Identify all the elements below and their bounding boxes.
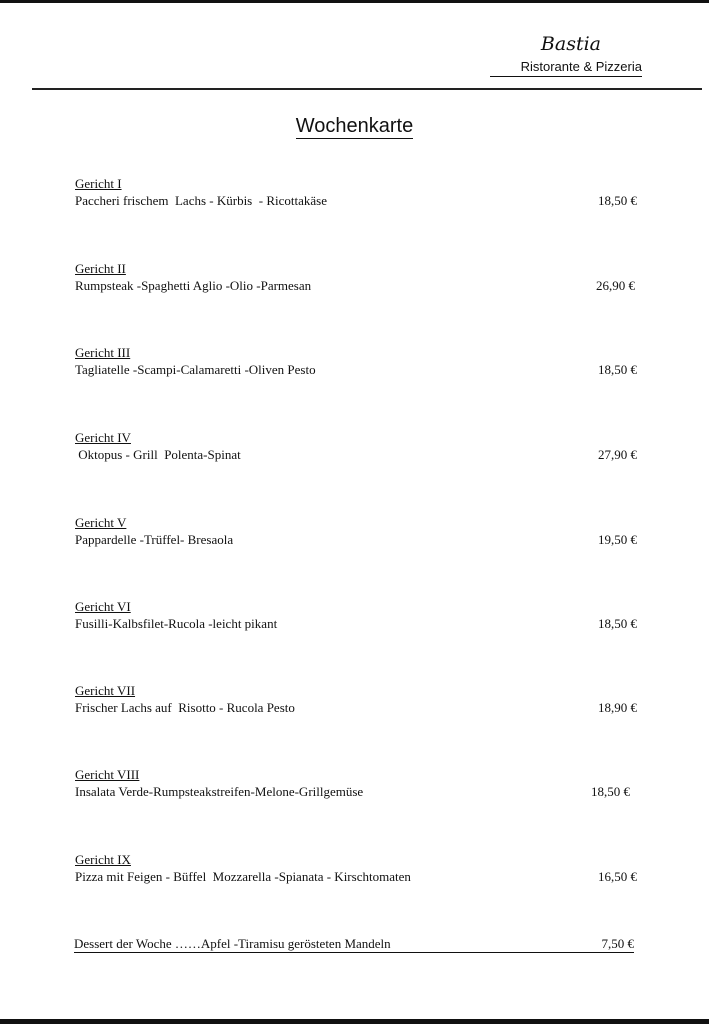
menu-item-description: Insalata Verde-Rumpsteakstreifen-Melone-Grillgemüse <box>75 784 364 799</box>
dessert-description: Dessert der Woche ……Apfel -Tiramisu gerösteten Mandeln <box>74 936 391 951</box>
menu-item-price: 19,50 € <box>598 532 637 547</box>
header-divider <box>32 88 702 90</box>
menu-item-label: Gericht V <box>75 515 127 530</box>
menu-item-price: 26,90 € <box>596 278 635 293</box>
menu-item-description: Tagliatelle -Scampi-Calamaretti -Oliven Pesto <box>75 362 316 377</box>
menu-item-label: Gericht VI <box>75 599 131 614</box>
page-title: Wochenkarte <box>295 115 414 137</box>
dessert-price: 7,50 € <box>601 936 634 951</box>
menu-item-description: Oktopus - Grill Polenta-Spinat <box>75 447 241 462</box>
menu-item-price: 18,90 € <box>598 700 637 715</box>
menu-item-price: 18,50 € <box>591 784 630 799</box>
menu-item-label: Gericht VII <box>75 683 136 698</box>
menu-item-description: Paccheri frischem Lachs - Kürbis - Ricottakäse <box>75 193 327 208</box>
menu-item-price: 18,50 € <box>598 616 637 631</box>
menu-item-description: Pappardelle -Trüffel- Bresaola <box>75 532 234 547</box>
menu-item <box>75 767 645 800</box>
menu-item-price: 18,50 € <box>598 193 637 208</box>
bottom-border <box>0 1019 709 1024</box>
menu-item-price: 27,90 € <box>598 447 637 462</box>
menu-item-label: Gericht III <box>75 345 131 360</box>
menu-item-description: Rumpsteak -Spaghetti Aglio -Olio -Parmesan <box>75 278 312 293</box>
menu-item <box>75 599 645 632</box>
menu-item-label: Gericht VIII <box>75 767 140 782</box>
menu-item-label: Gericht IV <box>75 430 131 445</box>
menu-item <box>75 515 645 548</box>
dessert-row <box>74 935 634 953</box>
menu-item-label: Gericht IX <box>75 852 131 867</box>
menu-item <box>75 852 645 885</box>
menu-item-description: Fusilli-Kalbsfilet-Rucola -leicht pikant <box>75 616 278 631</box>
top-border <box>0 0 709 3</box>
menu-item-label: Gericht I <box>75 176 122 191</box>
menu-item-label: Gericht II <box>75 261 126 276</box>
restaurant-logo: Bastia <box>540 33 601 55</box>
menu-item-price: 18,50 € <box>598 362 637 377</box>
restaurant-subtitle: Ristorante & Pizzeria <box>490 59 642 77</box>
menu-item <box>75 176 645 209</box>
menu-item-description: Pizza mit Feigen - Büffel Mozzarella -Spianata - Kirschtomaten <box>75 869 411 884</box>
menu-item <box>75 683 645 716</box>
menu-item <box>75 430 645 463</box>
menu-item <box>75 261 645 294</box>
menu-item-description: Frischer Lachs auf Risotto - Rucola Pesto <box>75 700 295 715</box>
menu-item-price: 16,50 € <box>598 869 637 884</box>
menu-item <box>75 345 645 378</box>
